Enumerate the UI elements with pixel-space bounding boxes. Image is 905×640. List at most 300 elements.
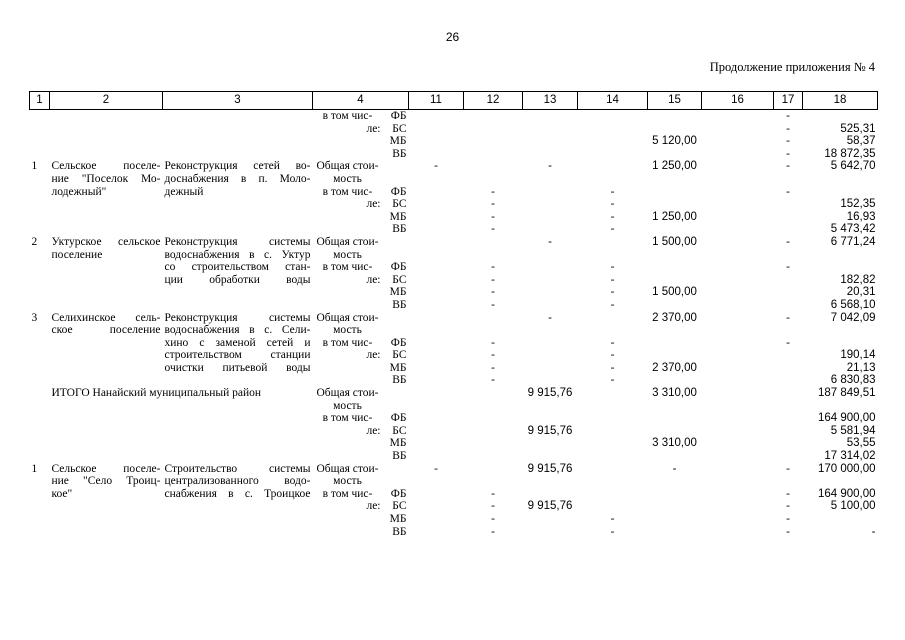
cell-fund-code: ФБ [390,185,407,198]
cell-col-11 [409,500,464,513]
cell-col-11 [409,450,464,463]
cell-col-16 [702,299,774,312]
cell-col-15 [648,123,702,136]
cell-col-13: - [548,235,552,248]
cell-col-14 [578,236,648,249]
cell-fund-code: ВБ [392,450,407,463]
header-col-4: 4 [313,92,409,110]
cell-col-15 [648,324,702,337]
cell-fund-code [383,173,409,186]
cell-col-12 [464,135,523,148]
cell-row-number [30,450,50,463]
cell-municipality [50,412,163,425]
cell-col-17: - [786,487,790,500]
cell-col-17 [774,223,803,236]
cell-col-14 [578,123,648,136]
cell-col-13 [523,223,578,236]
cell-col-15: 1 500,00 [652,286,697,299]
cell-municipality: кое" [51,487,73,500]
cell-col-11 [409,337,464,350]
cell-project [163,223,313,236]
cell-col-13: 9 915,76 [527,462,573,475]
cell-municipality [50,526,163,539]
cell-project [163,425,313,438]
cell-municipality [50,198,163,211]
cell-cost-label: мость [333,475,362,488]
cell-col-11: - [434,160,438,173]
cell-col-16 [702,236,774,249]
table-row [30,513,878,526]
cell-col-18: 6 830,83 [830,374,876,387]
cell-col-17: - [786,500,790,513]
cell-col-18: 18 872,35 [824,147,876,160]
cell-col-16 [702,349,774,362]
table-row [30,475,878,488]
cell-cost-label [313,513,383,526]
header-col-18: 18 [803,92,878,110]
cell-col-18 [803,173,878,186]
cell-col-18: 5 581,94 [830,424,876,437]
cell-col-13 [523,211,578,224]
header-col-16: 16 [702,92,774,110]
cell-col-11 [409,400,464,413]
cell-col-12 [464,463,523,476]
cell-col-16 [702,500,774,513]
cell-fund-code [383,160,409,173]
cell-col-15: 5 120,00 [652,135,697,148]
cell-row-number: 1 [31,160,38,173]
cell-col-12 [464,400,523,413]
cell-fund-code [383,463,409,476]
cell-col-15: 3 310,00 [652,387,697,400]
cell-col-16 [702,211,774,224]
cell-cost-label [313,437,383,450]
cell-col-15 [648,488,702,501]
header-col-14: 14 [578,92,648,110]
cell-col-18 [803,110,878,123]
cell-row-number [30,475,50,488]
table-row [30,463,878,476]
cell-cost-label: мость [333,172,362,185]
cell-col-13 [523,437,578,450]
cell-col-11 [409,299,464,312]
cell-col-15 [648,450,702,463]
cell-col-18: 7 042,09 [830,311,876,324]
cell-cost-label [313,299,383,312]
cell-col-14: - [610,525,615,538]
cell-col-15 [648,148,702,161]
cell-col-14: - [610,374,615,387]
cell-project [163,211,313,224]
cell-col-11 [409,513,464,526]
cell-col-12: - [491,223,495,236]
cell-row-number [30,135,50,148]
cell-col-14: - [610,210,615,223]
cell-col-18 [803,249,878,262]
cell-row-number [30,211,50,224]
cell-col-13 [523,513,578,526]
table-row [30,236,878,249]
cell-col-16 [702,274,774,287]
cell-municipality: лодежный" [51,185,107,198]
cell-project [163,110,313,123]
table-row [30,286,878,299]
cell-municipality [50,261,163,274]
table-row [30,173,878,186]
cell-cost-label: в том чис- [322,336,373,349]
cell-project: дежный [164,185,204,198]
cell-col-14 [578,160,648,173]
cell-col-11 [409,349,464,362]
cell-col-15 [648,337,702,350]
cell-project: Строительство системы [164,462,311,475]
cell-fund-code: БС [392,424,407,437]
table-row [30,249,878,262]
cell-col-12 [464,236,523,249]
cell-col-17: - [786,110,790,122]
cell-col-18: 5 100,00 [830,500,876,513]
cell-col-18: 20,31 [846,286,876,299]
header-col-2: 2 [50,92,163,110]
table-row [30,324,878,337]
cell-col-15 [648,513,702,526]
cell-cost-label: в том чис- [322,412,373,425]
cell-col-18: 53,55 [846,437,876,450]
cell-row-number [30,249,50,262]
cell-col-12 [464,412,523,425]
cell-cost-label: в том чис- [322,110,373,122]
cell-row-number [30,299,50,312]
cell-municipality [50,274,163,287]
cell-col-16 [702,526,774,539]
table-row [30,274,878,287]
cell-municipality [50,110,163,123]
table-row [30,211,878,224]
cell-col-14 [578,148,648,161]
cell-col-17 [774,286,803,299]
cell-cost-label [313,526,383,539]
cell-col-11 [409,110,464,123]
cell-col-17 [774,425,803,438]
cell-col-16 [702,160,774,173]
cell-municipality [50,299,163,312]
cell-col-16 [702,463,774,476]
cell-col-13 [523,400,578,413]
cell-project: со строительством стан- [164,261,311,274]
cell-fund-code: МБ [389,437,407,450]
header-col-12: 12 [464,92,523,110]
cell-col-17 [774,211,803,224]
cell-col-11 [409,387,464,400]
cell-row-number [30,349,50,362]
cell-row-number [30,400,50,413]
cell-col-17: - [786,513,790,525]
cell-row-number [30,261,50,274]
cell-fund-code [383,400,409,413]
cell-col-14: - [610,223,615,236]
cell-municipality [50,135,163,148]
cell-municipality: поселение [51,248,103,261]
cell-col-18 [803,186,878,199]
cell-col-16 [702,186,774,199]
cell-col-11 [409,312,464,325]
cell-col-18: 190,14 [840,349,876,362]
cell-col-16 [702,135,774,148]
cell-col-12 [464,110,523,123]
cell-cost-label: ле: [366,273,381,286]
cell-municipality [50,500,163,513]
table-row [30,400,878,413]
cell-col-17 [774,274,803,287]
cell-col-17: - [786,185,790,198]
cell-col-17: - [786,122,790,135]
cell-row-number [30,274,50,287]
cell-col-16 [702,173,774,186]
cell-cost-label [313,362,383,375]
cell-fund-code [383,249,409,262]
cell-col-11 [409,374,464,387]
cell-fund-code [383,475,409,488]
cell-cost-label: Общая стои- [316,387,379,400]
cell-col-17 [774,173,803,186]
cell-col-14: - [610,185,615,198]
cell-col-12: - [491,286,495,299]
cell-col-18: 58,37 [846,135,876,148]
cell-col-15: 3 310,00 [652,437,697,450]
cell-fund-code: ВБ [392,298,407,311]
cell-col-14 [578,387,648,400]
cell-municipality [50,374,163,387]
cell-col-13 [523,349,578,362]
cell-col-13 [523,286,578,299]
cell-col-16 [702,374,774,387]
cell-municipality [50,425,163,438]
cell-fund-code: ФБ [390,412,407,425]
cell-col-15 [648,274,702,287]
cell-col-13 [523,123,578,136]
cell-col-15 [648,261,702,274]
table-row [30,186,878,199]
cell-col-14 [578,463,648,476]
cell-col-13: 9 915,76 [527,500,573,513]
cell-col-14 [578,500,648,513]
cell-cost-label [313,135,383,148]
cell-row-number: 2 [31,235,38,248]
cell-col-15 [648,349,702,362]
cell-col-13 [523,274,578,287]
cell-col-17 [774,299,803,312]
cell-row-number [30,110,50,123]
cell-col-16 [702,324,774,337]
cell-col-16 [702,223,774,236]
table-row [30,123,878,136]
cell-col-11 [409,186,464,199]
cell-col-14 [578,425,648,438]
cell-col-13: - [548,311,552,324]
cell-row-number [30,286,50,299]
cell-col-17 [774,374,803,387]
cell-fund-code: ФБ [390,336,407,349]
cell-cost-label [313,374,383,387]
cell-col-18: 187 849,51 [817,387,876,400]
cell-col-13 [523,475,578,488]
table-header [30,92,878,110]
cell-col-14: - [610,513,615,525]
cell-col-12: - [491,487,495,500]
cell-project [163,123,313,136]
cell-municipality [50,450,163,463]
cell-municipality: ние "Село Троиц- [51,475,161,488]
cell-col-12: - [491,185,495,198]
cell-col-14 [578,400,648,413]
cell-row-number [30,186,50,199]
cell-col-12 [464,437,523,450]
cell-col-18 [803,400,878,413]
cell-col-11 [409,148,464,161]
cell-project: водоснабжения в с. Уктур [164,248,311,261]
cell-municipality [50,400,163,413]
cell-cost-label: ле: [366,500,381,513]
cell-row-number [30,500,50,513]
table-row [30,425,878,438]
cell-col-11 [409,198,464,211]
cell-col-17 [774,198,803,211]
cell-fund-code: БС [392,122,407,135]
cell-col-13 [523,249,578,262]
cell-col-14: - [610,198,615,211]
cell-col-13 [523,412,578,425]
cell-col-13 [523,337,578,350]
cell-col-12: - [491,298,495,311]
cell-col-18: 5 473,42 [830,223,876,236]
table-row [30,437,878,450]
table-row [30,450,878,463]
cell-municipality: Уктурское сельское [51,235,161,248]
cell-col-17 [774,387,803,400]
cell-col-16 [702,110,774,123]
cell-project [163,412,313,425]
cell-col-13 [523,110,578,123]
continuation-caption: Продолжение приложения № 4 [709,60,875,74]
cell-col-11 [409,362,464,375]
cell-row-number: 3 [31,311,38,324]
cell-col-16 [702,312,774,325]
cell-col-14 [578,324,648,337]
cell-project [163,450,313,463]
header-col-17: 17 [774,92,803,110]
cell-col-16 [702,513,774,526]
budget-table [29,91,878,538]
table-row [30,198,878,211]
cell-col-16 [702,148,774,161]
cell-col-16 [702,198,774,211]
header-col-11: 11 [409,92,464,110]
cell-col-14: - [610,273,615,286]
cell-municipality: Селихинское сель- [51,311,161,324]
cell-col-11 [409,261,464,274]
cell-col-15 [648,110,702,123]
cell-col-18: 525,31 [840,122,876,135]
cell-project: строительством станции [164,349,311,362]
cell-col-14: - [610,361,615,374]
cell-col-12 [464,425,523,438]
cell-col-11 [409,135,464,148]
cell-col-17 [774,349,803,362]
cell-col-15: 1 250,00 [652,210,697,223]
cell-col-13: - [548,160,552,173]
table-body [30,110,878,539]
cell-cost-label: мость [333,248,362,261]
cell-project [163,400,313,413]
cell-col-18: 17 314,02 [824,450,876,463]
cell-col-14: - [610,298,615,311]
cell-col-18: - [871,525,876,538]
cell-fund-code: МБ [389,286,407,299]
cell-row-number [30,123,50,136]
cell-project: водоснабжения в с. Сели- [164,324,311,337]
cell-municipality: ИТОГО Нанайский муниципальный район [51,387,262,400]
cell-col-15 [648,425,702,438]
cell-col-18: 152,35 [840,198,876,211]
cell-project: ции обработки воды [164,273,311,286]
cell-municipality [50,286,163,299]
cell-col-11 [409,324,464,337]
cell-cost-label: Общая стои- [316,235,379,248]
cell-col-11 [409,274,464,287]
cell-col-14 [578,110,648,123]
cell-col-17 [774,437,803,450]
cell-fund-code: ВБ [392,374,407,387]
cell-cost-label: мость [333,324,362,337]
cell-fund-code [383,236,409,249]
page-number: 26 [445,30,460,44]
table-row [30,349,878,362]
cell-col-14: - [610,261,615,274]
cell-col-16 [702,249,774,262]
cell-col-11 [409,526,464,539]
cell-fund-code [383,387,409,400]
cell-project [163,286,313,299]
cell-row-number [30,425,50,438]
cell-project [163,526,313,539]
cell-cost-label: Общая стои- [316,462,379,475]
cell-fund-code: БС [392,349,407,362]
cell-col-18: 21,13 [846,361,876,374]
cell-project [163,374,313,387]
cell-col-11 [409,437,464,450]
cell-municipality [50,223,163,236]
table-row [30,362,878,375]
cell-col-14 [578,249,648,262]
cell-project [163,500,313,513]
cell-col-17: - [786,261,790,274]
cell-col-14 [578,450,648,463]
cell-col-16 [702,387,774,400]
cell-col-12: - [491,374,495,387]
cell-cost-label: Общая стои- [316,160,379,173]
table-row [30,526,878,539]
cell-project: снабжения в с. Троицкое [164,487,311,500]
cell-col-11 [409,475,464,488]
cell-row-number [30,148,50,161]
cell-project: доснабжения в п. Моло- [164,172,311,185]
cell-row-number [30,488,50,501]
cell-col-12: - [491,210,495,223]
cell-project [163,198,313,211]
cell-municipality [50,349,163,362]
cell-col-13 [523,261,578,274]
cell-row-number: 1 [31,462,38,475]
